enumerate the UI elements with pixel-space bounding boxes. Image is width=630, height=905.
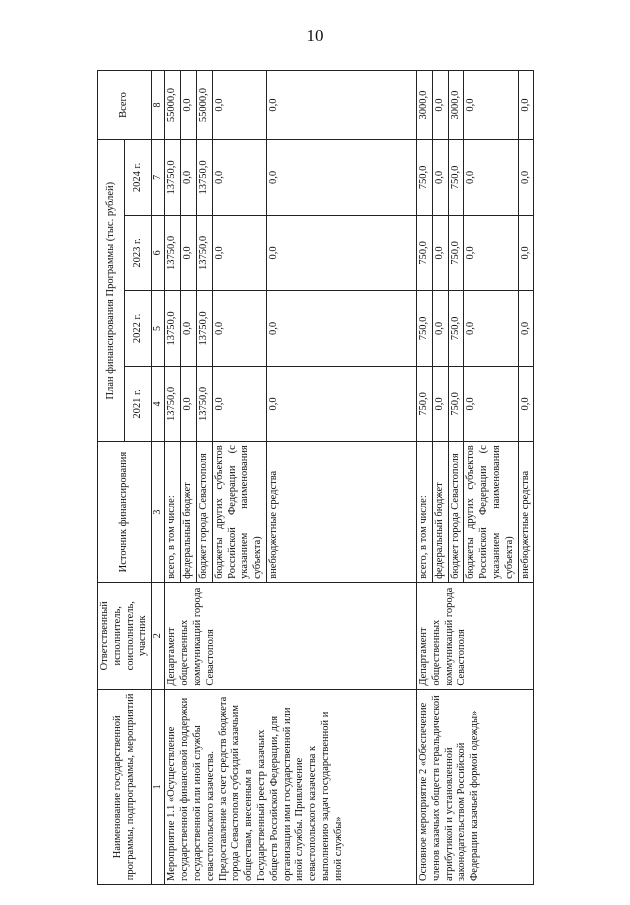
value-cell: 3000,0	[416, 71, 432, 140]
value-cell: 0,0	[266, 291, 416, 367]
measure-name: Основное мероприятие 2 «Обеспечение членов казачьих обществ геральдической атрибутикой и установленной законодательством Российской Федерации казачьей формой одежды»	[416, 689, 533, 884]
page-number: 10	[306, 26, 324, 45]
value-cell: 0,0	[432, 215, 448, 291]
value-cell: 0,0	[212, 215, 266, 291]
column-number: 6	[152, 215, 165, 291]
value-cell: 55000,0	[165, 71, 181, 140]
header-plan: План финансирования Программы (тыс. рублей)	[98, 140, 125, 442]
value-cell: 0,0	[518, 140, 534, 216]
value-cell: 750,0	[448, 366, 464, 442]
funding-source: внебюджетные средства	[518, 442, 534, 583]
value-cell: 13750,0	[196, 366, 212, 442]
value-cell: 0,0	[464, 71, 518, 140]
value-cell: 750,0	[416, 366, 432, 442]
value-cell: 750,0	[448, 140, 464, 216]
value-cell: 0,0	[212, 140, 266, 216]
value-cell: 750,0	[416, 215, 432, 291]
value-cell: 0,0	[518, 215, 534, 291]
value-cell: 0,0	[464, 291, 518, 367]
header-year: 2021 г.	[125, 366, 152, 442]
value-cell: 0,0	[266, 215, 416, 291]
funding-source: всего, в том числе:	[416, 442, 432, 583]
value-cell: 13750,0	[196, 291, 212, 367]
funding-source: внебюджетные средства	[266, 442, 416, 583]
column-number: 2	[152, 582, 165, 689]
measure-executor: Департамент общественных коммуникаций города Севастополя	[165, 582, 417, 689]
value-cell: 0,0	[464, 366, 518, 442]
value-cell: 750,0	[416, 291, 432, 367]
header-year: 2024 г.	[125, 140, 152, 216]
header-row	[98, 71, 125, 885]
value-cell: 55000,0	[196, 71, 212, 140]
header-year: 2023 г.	[125, 215, 152, 291]
value-cell: 750,0	[448, 215, 464, 291]
header-source: Источник финансирования	[98, 442, 152, 583]
value-cell: 0,0	[212, 71, 266, 140]
table-row	[416, 71, 432, 885]
funding-source: бюджет города Севастополя	[196, 442, 212, 583]
value-cell: 3000,0	[448, 71, 464, 140]
value-cell: 0,0	[432, 140, 448, 216]
value-cell: 13750,0	[196, 215, 212, 291]
column-number: 7	[152, 140, 165, 216]
value-cell: 0,0	[518, 291, 534, 367]
funding-source: бюджет города Севастополя	[448, 442, 464, 583]
column-number: 1	[152, 689, 165, 884]
value-cell: 13750,0	[165, 215, 181, 291]
rotated-table-container	[97, 70, 532, 885]
column-number: 3	[152, 442, 165, 583]
value-cell: 0,0	[266, 140, 416, 216]
header-year: 2022 г.	[125, 291, 152, 367]
header-name: Наименование государственной программы, подпрограммы, мероприятий	[98, 689, 152, 884]
financing-plan-table	[97, 70, 534, 885]
value-cell: 0,0	[464, 140, 518, 216]
funding-source: всего, в том числе:	[165, 442, 181, 583]
value-cell: 750,0	[448, 291, 464, 367]
column-number: 4	[152, 366, 165, 442]
funding-source: федеральный бюджет	[181, 442, 197, 583]
value-cell: 0,0	[212, 366, 266, 442]
value-cell: 0,0	[181, 140, 197, 216]
measure-executor: Департамент общественных коммуникаций города Севастополя	[416, 582, 533, 689]
value-cell: 0,0	[432, 71, 448, 140]
value-cell: 13750,0	[165, 291, 181, 367]
funding-source: бюджеты других субъектов Российской Федерации (с указанием наименования субъекта)	[212, 442, 266, 583]
value-cell: 0,0	[181, 291, 197, 367]
column-number: 8	[152, 71, 165, 140]
value-cell: 750,0	[416, 140, 432, 216]
value-cell: 0,0	[266, 366, 416, 442]
column-number: 5	[152, 291, 165, 367]
value-cell: 0,0	[432, 366, 448, 442]
funding-source: федеральный бюджет	[432, 442, 448, 583]
header-executor: Ответственный исполнитель, соисполнитель, участник	[98, 582, 152, 689]
value-cell: 0,0	[432, 291, 448, 367]
value-cell: 13750,0	[196, 140, 212, 216]
table-row	[165, 71, 181, 885]
value-cell: 0,0	[181, 71, 197, 140]
measure-name: Мероприятие 1.1 «Осуществление государственной финансовой поддержки государственной или иной службы севастопольского казачества. Предоставление за счет средств бюджета города Севастополя субсидий казачьим обществам, внесенным в Государственный реестр казачьих обществ Российской Федерации, для организации ими государственной или иной службы. Привлечение севастопольского казачества к выполнению задач государственной и иной службы»	[165, 689, 417, 884]
value-cell: 0,0	[518, 71, 534, 140]
funding-source: бюджеты других субъектов Российской Федерации (с указанием наименования субъекта)	[464, 442, 518, 583]
value-cell: 0,0	[518, 366, 534, 442]
header-total: Всего	[98, 71, 152, 140]
value-cell: 0,0	[212, 291, 266, 367]
value-cell: 0,0	[181, 366, 197, 442]
value-cell: 13750,0	[165, 140, 181, 216]
value-cell: 0,0	[181, 215, 197, 291]
column-number-row	[152, 71, 165, 885]
value-cell: 13750,0	[165, 366, 181, 442]
value-cell: 0,0	[464, 215, 518, 291]
value-cell: 0,0	[266, 71, 416, 140]
